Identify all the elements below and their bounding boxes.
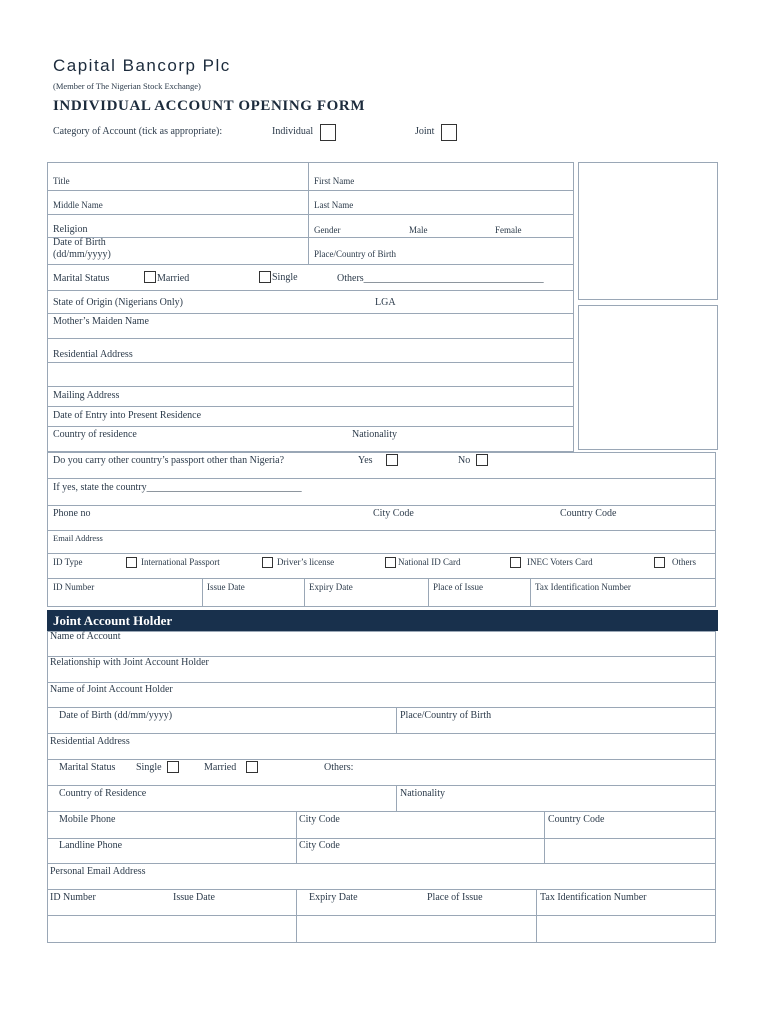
expiry-date-field[interactable]: Expiry Date (309, 582, 353, 592)
religion-field[interactable]: Religion (53, 224, 88, 235)
inec-label: INEC Voters Card (527, 557, 593, 567)
single-checkbox[interactable] (259, 271, 271, 283)
inec-checkbox[interactable] (510, 557, 521, 568)
joint-single-label: Single (136, 762, 162, 773)
id-number-field[interactable]: ID Number (53, 582, 95, 592)
joint-nationality-field[interactable]: Nationality (400, 788, 445, 799)
mothers-maiden-name-field[interactable]: Mother’s Maiden Name (53, 316, 149, 327)
joint-marital-status-label: Marital Status (59, 762, 116, 773)
joint-checkbox[interactable] (441, 124, 457, 141)
joint-dob-field[interactable]: Date of Birth (dd/mm/yyyy) (59, 710, 173, 721)
joint-residential-address-field[interactable]: Residential Address (50, 736, 130, 747)
gender-label: Gender (314, 225, 341, 235)
intl-passport-label: International Passport (141, 557, 220, 567)
membership-note: (Member of The Nigerian Stock Exchange) (53, 81, 201, 91)
if-yes-country-field[interactable]: If yes, state the country_______________________________ (53, 482, 302, 493)
tin-field[interactable]: Tax Identification Number (535, 582, 631, 592)
country-of-residence-field[interactable]: Country of residence (53, 429, 137, 440)
joint-id-number-field[interactable]: ID Number (50, 892, 96, 903)
state-of-origin-field[interactable]: State of Origin (Nigerians Only) (53, 297, 183, 308)
title-field[interactable]: Title (53, 176, 70, 186)
joint-tin-field[interactable]: Tax Identification Number (540, 892, 647, 903)
national-id-checkbox[interactable] (385, 557, 396, 568)
gender-female-option[interactable]: Female (495, 225, 522, 235)
mailing-address-field[interactable]: Mailing Address (53, 390, 120, 401)
joint-country-of-residence-field[interactable]: Country of Residence (59, 788, 147, 799)
intl-passport-checkbox[interactable] (126, 557, 137, 568)
country-code-field[interactable]: Country Code (560, 508, 617, 519)
photo-box-2[interactable] (578, 305, 718, 450)
married-checkbox[interactable] (144, 271, 156, 283)
joint-section-title: Joint Account Holder (53, 613, 173, 628)
joint-email-field[interactable]: Personal Email Address (50, 866, 146, 877)
passport-question: Do you carry other country’s passport other than Nigeria? (53, 455, 285, 466)
place-of-issue-field[interactable]: Place of Issue (433, 582, 483, 592)
joint-married-checkbox[interactable] (246, 761, 258, 773)
id-type-label: ID Type (53, 557, 83, 567)
joint-country-code-field[interactable]: Country Code (548, 814, 605, 825)
joint-holder-name-field[interactable]: Name of Joint Account Holder (50, 684, 173, 695)
joint-section-header (47, 610, 718, 631)
passport-no-label: No (458, 455, 471, 466)
joint-issue-date-field[interactable]: Issue Date (173, 892, 215, 903)
date-of-entry-field[interactable]: Date of Entry into Present Residence (53, 410, 202, 421)
nationality-field[interactable]: Nationality (352, 429, 397, 440)
joint-single-checkbox[interactable] (167, 761, 179, 773)
single-label: Single (272, 272, 298, 283)
joint-city-code-field[interactable]: City Code (299, 814, 340, 825)
marital-status-label: Marital Status (53, 273, 110, 284)
national-id-label: National ID Card (398, 557, 461, 567)
last-name-field[interactable]: Last Name (314, 200, 354, 210)
drivers-license-label: Driver’s license (277, 557, 335, 567)
joint-landline-city-code-field[interactable]: City Code (299, 840, 340, 851)
others-marital-field[interactable]: Others____________________________________ (337, 273, 544, 284)
joint-mobile-phone-field[interactable]: Mobile Phone (59, 814, 116, 825)
place-country-birth-field[interactable]: Place/Country of Birth (314, 249, 396, 259)
first-name-field[interactable]: First Name (314, 176, 355, 186)
gender-male-option[interactable]: Male (409, 225, 428, 235)
joint-married-label: Married (204, 762, 237, 773)
id-others-checkbox[interactable] (654, 557, 665, 568)
phone-no-field[interactable]: Phone no (53, 508, 91, 519)
drivers-license-checkbox[interactable] (262, 557, 273, 568)
issue-date-field[interactable]: Issue Date (207, 582, 245, 592)
joint-place-country-birth-field[interactable]: Place/Country of Birth (400, 710, 492, 721)
dob-label[interactable]: Date of Birth (53, 237, 106, 248)
joint-label: Joint (415, 126, 435, 137)
passport-yes-checkbox[interactable] (386, 454, 398, 466)
email-address-field[interactable]: Email Address (53, 533, 103, 543)
passport-no-checkbox[interactable] (476, 454, 488, 466)
city-code-field[interactable]: City Code (373, 508, 414, 519)
residential-address-field[interactable]: Residential Address (53, 349, 133, 360)
individual-checkbox[interactable] (320, 124, 336, 141)
category-label: Category of Account (tick as appropriate): (53, 126, 223, 137)
id-others-label: Others (672, 557, 696, 567)
dob-format: (dd/mm/yyyy) (53, 249, 111, 260)
joint-name-of-account-field[interactable]: Name of Account (50, 631, 121, 642)
passport-yes-label: Yes (358, 455, 373, 466)
form-title: INDIVIDUAL ACCOUNT OPENING FORM (53, 98, 366, 114)
bank-name: Capital Bancorp Plc (53, 56, 231, 75)
middle-name-field[interactable]: Middle Name (53, 200, 103, 210)
married-label: Married (157, 273, 190, 284)
joint-relationship-field[interactable]: Relationship with Joint Account Holder (50, 657, 209, 668)
photo-box-1[interactable] (578, 162, 718, 300)
joint-place-of-issue-field[interactable]: Place of Issue (427, 892, 483, 903)
joint-others-field[interactable]: Others: (324, 762, 354, 773)
individual-label: Individual (272, 126, 314, 137)
joint-landline-field[interactable]: Landline Phone (59, 840, 123, 851)
joint-expiry-date-field[interactable]: Expiry Date (309, 892, 358, 903)
lga-field[interactable]: LGA (375, 297, 396, 308)
